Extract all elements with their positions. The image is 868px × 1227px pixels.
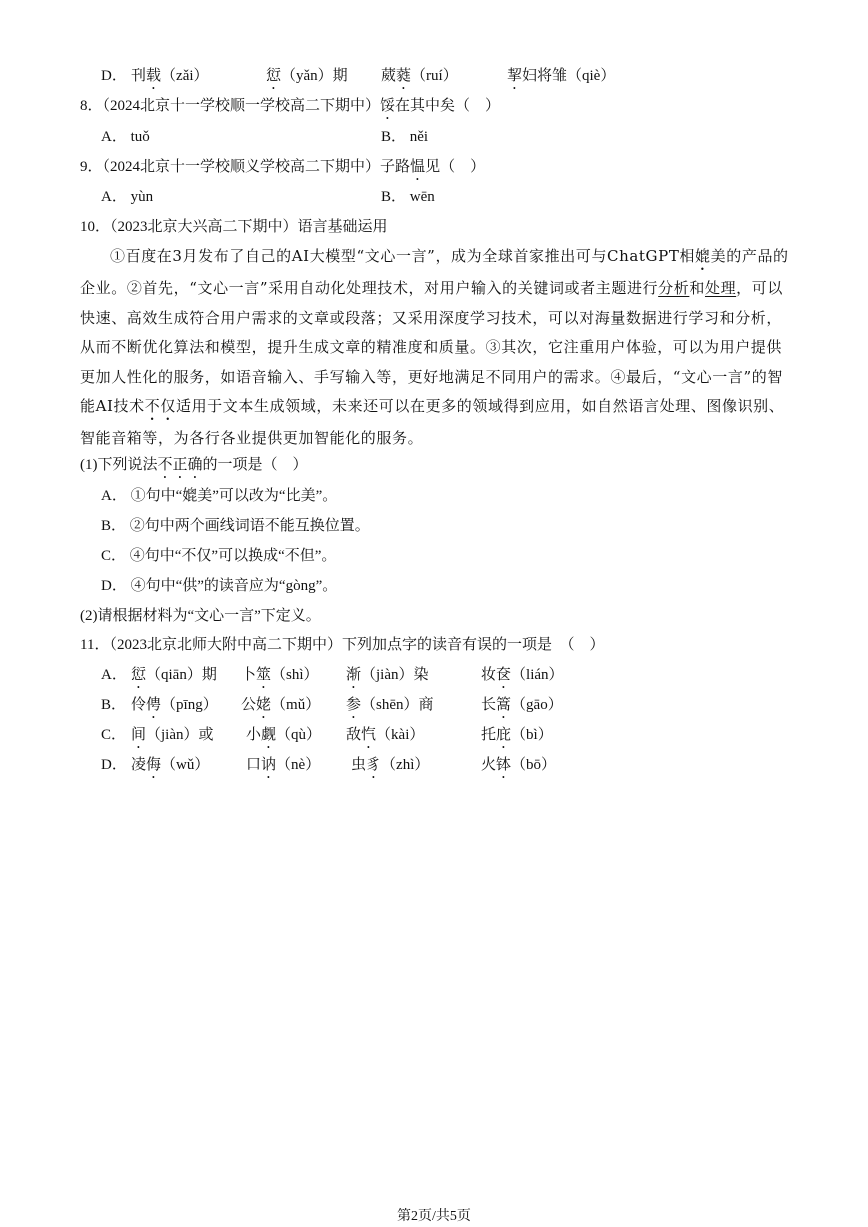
q9-option-b: B． wēn <box>381 189 435 205</box>
emphasis-char: 庇 <box>496 727 512 743</box>
emphasis-char: 愠 <box>410 159 426 175</box>
q10-sub1-option-b: B． ②句中两个画线词语不能互换位置。 <box>101 518 370 534</box>
q10-passage: ①百度在3月发布了自己的AI大模型“文心一言”，成为全球首家推出可与ChatGPT相媲美的产品的企业。②首先，“文心一言”采用自动化处理技术，对用户输入的关键词或者主题进行分析和处理，可以快速、高效生成符合用户需求的文章或段落；又采用深度学习技术，可以对海量数据进行学习和分析，从而不断优化算法和模型，提升生成文章的精准度和质量。③其次，它注重用户体验，可以为用户提供更加人性化的服务，如语音输入、手写输入等，更好地满足不同用户的需求。④最后，“文心一言”的智能AI技术不仅适用于文本生成领域，未来还可以在更多的领域得到应用，如自然语言处理、图像识别、智能音箱等，为各行各业提供更加智能化的服务。 <box>80 247 789 447</box>
q11-option-b-item-3: 参（shēn）商 <box>346 697 434 713</box>
q11-option-d-item-1: 凌侮（wǔ） <box>131 757 210 773</box>
q8-number: 8． <box>80 98 103 114</box>
q10-sub1-option-c: C． ④句中“不仅”可以换成“不但”。 <box>101 548 337 564</box>
q11-option-a-item-3: 渐（jiàn）染 <box>346 667 429 683</box>
q7-option-d-item-4: 挈妇将雏（qiè） <box>507 68 616 84</box>
underlined-word: 处理 <box>704 279 737 297</box>
q11-option-a-label: A． <box>101 667 127 683</box>
q10-sub1-option-a: A． ①句中“媲美”可以改为“比美”。 <box>101 488 338 504</box>
q11-source: （2023北京北师大附中高二下期中） <box>109 637 342 653</box>
q11-option-a-item-1: 愆（qiān）期 <box>131 667 217 683</box>
emphasis-char: 奁 <box>496 667 512 683</box>
q10-sub1-option-d: D． ④句中“供”的读音应为“gòng”。 <box>101 578 338 594</box>
emphasis-char: 间 <box>131 727 147 743</box>
emphasis-char: 媲 <box>695 247 711 265</box>
q11-option-c-item-2: 小觑（qù） <box>246 727 322 743</box>
q11-option-a-item-4: 妆奁（lián） <box>481 667 564 683</box>
q7-option-d-label: D． <box>101 68 127 84</box>
emphasis-char: 豸 <box>366 757 382 773</box>
q10-sub1-stem: (1)下列说法不正确的一项是（ ） <box>80 457 308 473</box>
emphasis-char: 馁 <box>380 98 396 114</box>
emphasis-char: 渐 <box>346 667 362 683</box>
q11-option-b-label: B． <box>101 697 127 713</box>
q10-title: 语言基础运用 <box>297 219 388 235</box>
page-footer: 第2页/共5页 <box>397 1209 471 1224</box>
q9-option-a: A． yùn <box>101 189 154 205</box>
underlined-word: 分析 <box>658 279 690 297</box>
q9-number: 9． <box>80 159 103 175</box>
emphasis-char: 筮 <box>256 667 272 683</box>
q11-stem: 11．（2023北京北师大附中高二下期中）下列加点字的读音有误的一项是 （ ） <box>80 637 605 653</box>
q11-option-d-item-4: 火钵（bō） <box>481 757 557 773</box>
emphasis-char: 讷 <box>261 757 277 773</box>
q9-stem: 9．（2024北京十一学校顺义学校高二下期中）子路愠见（ ） <box>80 159 486 175</box>
q9-source: （2024北京十一学校顺义学校高二下期中） <box>102 159 381 175</box>
emphasis-char: 蕤 <box>396 68 412 84</box>
q8-source: （2024北京十一学校顺一学校高二下期中） <box>102 98 381 114</box>
q11-option-c-label: C． <box>101 727 127 743</box>
emphasis-char: 愆 <box>131 667 147 683</box>
q11-option-a-item-2: 卜筮（shì） <box>241 667 319 683</box>
q11-option-c-item-1: 间（jiàn）或 <box>131 727 214 743</box>
q10-number: 10． <box>80 219 111 235</box>
q8-option-a: A． tuǒ <box>101 129 150 145</box>
q8-stem: 8．（2024北京十一学校顺一学校高二下期中）馁在其中矣（ ） <box>80 98 501 114</box>
emphasis-char: 愆 <box>266 68 282 84</box>
q7-option-d-item-1: 刊载（zǎi） <box>131 68 209 84</box>
emphasis-char: 挈 <box>507 68 523 84</box>
q11-option-d-item-3: 虫豸（zhì） <box>351 757 430 773</box>
emphasis-char: 俜 <box>146 697 162 713</box>
q11-option-d-label: D． <box>101 757 127 773</box>
q11-option-c-item-4: 托庇（bì） <box>481 727 553 743</box>
emphasis-char: 不仅 <box>144 397 176 415</box>
emphasis-char: 忾 <box>361 727 377 743</box>
emphasis-char: 参 <box>346 697 362 713</box>
q10-source: （2023北京大兴高二下期中） <box>110 219 298 235</box>
q10-sub2-stem: (2)请根据材料为“文心一言”下定义。 <box>80 608 321 624</box>
q11-option-d-item-2: 口讷（nè） <box>246 757 321 773</box>
q11-option-c-item-3: 敌忾（kài） <box>346 727 425 743</box>
q10-stem <box>80 217 388 237</box>
emphasis-char: 载 <box>146 68 162 84</box>
q11-number: 11． <box>80 637 110 653</box>
emphasis-char: 侮 <box>146 757 162 773</box>
q8-option-b: B． něi <box>381 129 429 145</box>
emphasis-char: 篙 <box>496 697 512 713</box>
q7-option-d-item-3: 葳蕤（ruí） <box>381 68 458 84</box>
emphasis-char: 姥 <box>256 697 272 713</box>
q11-option-b-item-1: 伶俜（pīng） <box>131 697 218 713</box>
emphasis-char: 觑 <box>261 727 277 743</box>
q7-option-d-item-2: 愆（yǎn）期 <box>266 68 348 84</box>
emphasis-char: 不正确 <box>157 457 203 473</box>
q11-option-b-item-4: 长篙（gāo） <box>481 697 563 713</box>
emphasis-char: 钵 <box>496 757 512 773</box>
q11-option-b-item-2: 公姥（mǔ） <box>241 697 321 713</box>
